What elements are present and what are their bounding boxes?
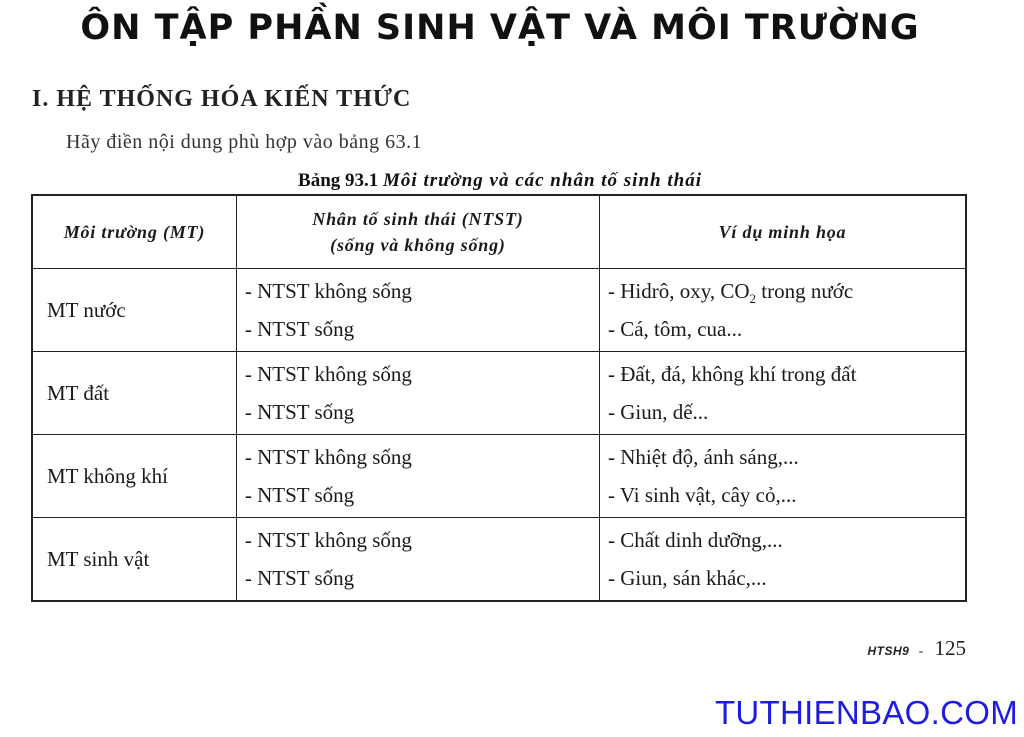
- header-example: [599, 195, 966, 269]
- table-row: [32, 518, 966, 602]
- environment-label: MT nước: [47, 297, 126, 322]
- table-row: [32, 435, 966, 518]
- example-nonliving: - Nhiệt độ, ánh sáng,...: [607, 445, 799, 469]
- example-nonliving-suffix: trong nước: [756, 279, 854, 303]
- factor-nonliving: - NTST không sống: [244, 362, 412, 386]
- example-living: - Vi sinh vật, cây cỏ,...: [607, 483, 797, 507]
- example-living: - Cá, tôm, cua...: [607, 317, 743, 341]
- environment-label: MT không khí: [47, 463, 168, 488]
- table-caption-text: Môi trường và các nhân tố sinh thái: [383, 170, 702, 191]
- table-row: [32, 269, 966, 352]
- factor-nonliving: - NTST không sống: [244, 445, 412, 469]
- factor-living: - NTST sống: [244, 317, 355, 341]
- example-nonliving-prefix: - Hidrô, oxy, CO: [607, 279, 750, 303]
- ecology-table: [31, 194, 967, 602]
- cell-environment: [32, 518, 236, 602]
- page-title: ÔN TẬP PHẦN SINH VẬT VÀ MÔI TRƯỜNG: [80, 8, 920, 48]
- page-footer: [867, 636, 966, 661]
- header-factor-line1: Nhân tố sinh thái (NTST): [312, 209, 524, 229]
- cell-example: [599, 352, 966, 435]
- environment-label: MT đất: [47, 380, 110, 405]
- environment-label: MT sinh vật: [47, 546, 150, 571]
- cell-factor: [236, 435, 599, 518]
- instruction-text: Hãy điền nội dung phù hợp vào bảng 63.1: [66, 131, 423, 153]
- header-factor: [236, 195, 599, 269]
- cell-example: [599, 435, 966, 518]
- example-nonliving: - Chất dinh dưỡng,...: [607, 528, 783, 552]
- watermark-text: TUTHIENBAO.COM: [714, 694, 1018, 731]
- header-environment-label: Môi trường (MT): [63, 222, 206, 242]
- cell-example: [599, 518, 966, 602]
- factor-nonliving: - NTST không sống: [244, 528, 412, 552]
- factor-nonliving: - NTST không sống: [244, 279, 412, 303]
- example-nonliving: [608, 272, 965, 310]
- cell-environment: [32, 269, 236, 352]
- header-environment: [32, 195, 236, 269]
- page-number: 125: [934, 636, 966, 660]
- co2-subscript: 2: [749, 291, 757, 307]
- factor-living: - NTST sống: [244, 483, 355, 507]
- cell-factor: [236, 352, 599, 435]
- cell-factor: [236, 518, 599, 602]
- cell-factor: [236, 269, 599, 352]
- example-living: - Giun, dế...: [607, 400, 709, 424]
- example-nonliving: - Đất, đá, không khí trong đất: [607, 362, 857, 386]
- table-header-row: [32, 195, 966, 269]
- table-caption-number: Bảng 93.1: [298, 170, 379, 191]
- cell-environment: [32, 352, 236, 435]
- footer-separator: -: [918, 644, 924, 659]
- header-example-label: Ví dụ minh họa: [718, 222, 847, 242]
- example-living: - Giun, sán khác,...: [607, 566, 767, 590]
- cell-environment: [32, 435, 236, 518]
- cell-example: [599, 269, 966, 352]
- book-code: HTSH9: [867, 644, 910, 658]
- table-row: [32, 352, 966, 435]
- header-factor-line2: (sống và không sống): [330, 235, 506, 255]
- table-caption: [0, 170, 1000, 192]
- section-heading: I. HỆ THỐNG HÓA KIẾN THỨC: [32, 86, 412, 112]
- factor-living: - NTST sống: [244, 400, 355, 424]
- factor-living: - NTST sống: [244, 566, 355, 590]
